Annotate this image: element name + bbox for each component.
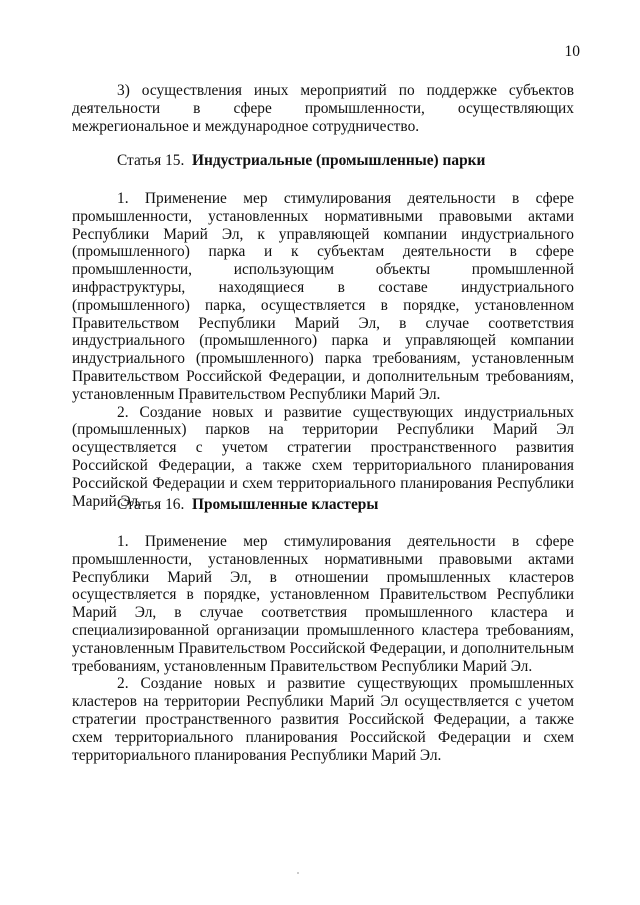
page-number: 10 bbox=[564, 43, 580, 60]
article-heading bbox=[72, 152, 574, 170]
article-15-paragraph-1: 1. Применение мер стимулирования деятельности в сфере промышленности, установленных нормативными правовыми актами Республики Марий Эл, к управляющей компании индустриального (промышленного) парка и к субъектам деятельности в сфере промышленности, использующим объекты промышленной инфраструктуры, находящиеся в составе индустриального (промышленного) парка, осуществляется в порядке, установленном Правительством Республики Марий Эл, в случае соответствия индустриального (промышленного) парка и управляющей компании индустриального (промышленного) парка требованиям, установленным Правительством Российской Федерации, и дополнительным требованиям, установленным Правительством Республики Марий Эл. bbox=[72, 190, 574, 403]
article-15-body bbox=[72, 190, 574, 510]
article-title: Промышленные кластеры bbox=[192, 496, 379, 513]
article-15-heading bbox=[72, 152, 574, 170]
intro-paragraph: 3) осуществления иных мероприятий по поддержке субъектов деятельности в сфере промышленности, осуществляющих межрегиональное и международное сотрудничество. bbox=[72, 82, 574, 135]
article-16-paragraph-2: 2. Создание новых и развитие существующих промышленных кластеров на территории Республики Марий Эл осуществляется с учетом стратегии пространственного развития Российской Федерации, а также схем территориального планирования Российской Федерации и схем территориального планирования Республики Марий Эл. bbox=[72, 675, 574, 764]
article-number: Статья 15. bbox=[117, 152, 185, 169]
article-number: Статья 16. bbox=[117, 496, 185, 513]
article-16-paragraph-1: 1. Применение мер стимулирования деятельности в сфере промышленности, установленных нормативными правовыми актами Республики Марий Эл, в отношении промышленных кластеров осуществляется в порядке, установленном Правительством Республики Марий Эл, в случае соответствия промышленного кластера и специализированной организации промышленного кластера требованиям, установленным Правительством Российской Федерации, и дополнительным требованиям, установленным Правительством Республики Марий Эл. bbox=[72, 533, 574, 675]
article-16-heading bbox=[72, 496, 574, 514]
scan-speck bbox=[297, 872, 299, 874]
article-title: Индустриальные (промышленные) парки bbox=[192, 152, 486, 169]
article-15-paragraph-2: 2. Создание новых и развитие существующих индустриальных (промышленных) парков на территории Республики Марий Эл осуществляется с учетом стратегии пространственного развития Российской Федерации, а также схем территориального планирования Российской Федерации и схем территориального планирования Республики Марий Эл. bbox=[72, 403, 574, 510]
article-16-body bbox=[72, 533, 574, 764]
article-heading bbox=[72, 496, 574, 514]
intro-block bbox=[72, 82, 574, 135]
